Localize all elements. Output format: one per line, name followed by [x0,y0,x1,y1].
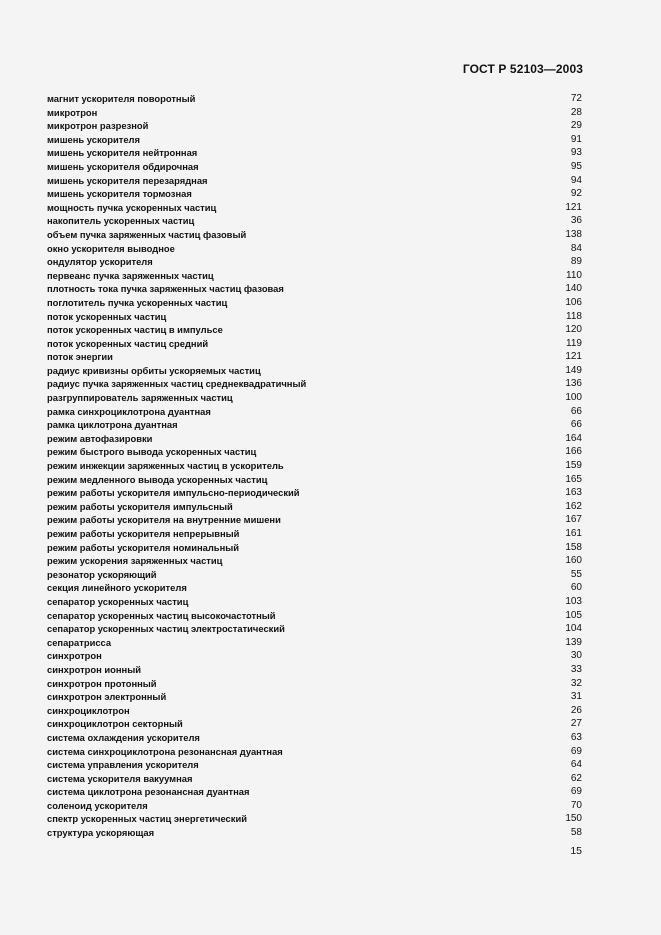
index-page-ref: 159 [565,460,582,472]
index-page-ref: 69 [570,745,582,757]
index-term: поток ускоренных частиц [47,310,167,322]
index-term: система циклотрона резонансная дуантная [47,786,250,798]
index-term: мишень ускорителя нейтронная [47,147,198,159]
index-term: режим инжекции заряженных частиц в ускоритель [47,460,284,472]
index-entry [47,133,582,147]
index-entry [47,377,582,391]
index-entry [47,554,582,568]
index-term: синхроциклотрон секторный [47,718,183,730]
index-term: окно ускорителя выводное [47,242,175,254]
index-entry [47,432,582,446]
index-page-ref: 36 [570,215,582,227]
index-entry [47,513,582,527]
index-page-ref: 32 [570,677,582,689]
index-page-ref: 140 [565,283,582,295]
index-page-ref: 66 [570,419,582,431]
index-page-ref: 166 [565,446,582,458]
index-page-ref: 162 [565,500,582,512]
index-page-ref: 161 [565,528,582,539]
index-term: режим медленного вывода ускоренных частиц [47,473,268,485]
index-page-ref: 28 [570,106,582,118]
index-entry [47,622,582,636]
index-entry [47,717,582,731]
index-page-ref: 31 [570,691,582,703]
index-entry [47,92,582,106]
index-entry [47,337,582,351]
index-term: мишень ускорителя перезарядная [47,174,208,186]
index-term: мощность пучка ускоренных частиц [47,201,217,213]
index-page-ref: 100 [565,392,582,404]
index-page-ref: 94 [570,174,582,186]
index-page-ref: 119 [566,337,582,349]
index-term: сепаратор ускоренных частиц электростатический [47,623,285,635]
index-page-ref: 164 [565,432,582,444]
index-entry [47,473,582,487]
index-entry [47,459,582,473]
index-page-ref: 120 [565,324,582,336]
index-term: мишень ускорителя [47,133,140,145]
index-term: режим работы ускорителя импульсно-периодический [47,487,300,499]
index-entry [47,214,582,228]
index-term: структура ускоряющая [47,827,155,839]
index-entry [47,758,582,772]
index-term: режим автофазировки [47,432,153,444]
index-term: рамка циклотрона дуантная [47,419,178,431]
index-entry [47,609,582,623]
index-entry [47,731,582,745]
index-term: сепаратор ускоренных частиц высокочастотный [47,609,276,621]
index-term: резонатор ускоряющий [47,568,157,580]
index-term: микротрон разрезной [47,120,149,132]
index-term: режим быстрого вывода ускоренных частиц [47,446,257,458]
index-page-ref: 163 [565,487,582,499]
index-term: спектр ускоренных частиц энергетический [47,813,247,825]
index-term: поглотитель пучка ускоренных частиц [47,296,228,308]
index-entry [47,364,582,378]
index-term: синхротрон электронный [47,691,167,703]
index-entry [47,350,582,364]
index-entry [47,595,582,609]
index-entry [47,677,582,691]
index-page-ref: 69 [570,786,582,798]
index-term: поток энергии [47,351,113,363]
index-page-ref: 95 [570,160,582,172]
index-entry [47,812,582,826]
index-entry [47,500,582,514]
index-page-ref: 136 [565,378,582,390]
index-term: режим работы ускорителя импульсный [47,500,233,512]
index-page-ref: 89 [570,256,582,268]
index-entry [47,228,582,242]
index-page-ref: 55 [570,568,582,580]
index-term: режим работы ускорителя на внутренние мишени [47,514,281,526]
index-term: синхротрон ионный [47,663,141,675]
index-term: мишень ускорителя тормозная [47,188,192,200]
index-term: соленоид ускорителя [47,799,148,811]
index-entry [47,201,582,215]
index-page-ref: 66 [570,405,582,417]
index-entry [47,323,582,337]
index-page-ref: 121 [565,201,582,213]
index-page-ref: 93 [570,147,582,159]
term-index-list [47,92,582,840]
document-standard-id: ГОСТ Р 52103—2003 [462,62,583,76]
index-entry [47,418,582,432]
index-page-ref: 33 [570,663,582,675]
index-entry [47,106,582,120]
index-entry [47,704,582,718]
index-page-ref: 72 [570,93,582,104]
index-term: поток ускоренных частиц средний [47,337,209,349]
index-page-ref: 29 [570,120,582,132]
index-page-ref: 118 [566,310,582,322]
index-entry [47,486,582,500]
index-page-ref: 110 [566,269,582,281]
index-term: ондулятор ускорителя [47,256,153,268]
index-page-ref: 92 [570,188,582,200]
index-page-ref: 158 [565,541,582,553]
index-entry [47,826,582,840]
index-term: сепаратрисса [47,636,112,648]
index-entry [47,785,582,799]
index-term: режим ускорения заряженных частиц [47,555,223,567]
index-page-ref: 165 [565,473,582,485]
index-entry [47,391,582,405]
index-page-ref: 62 [570,772,582,784]
index-term: режим работы ускорителя номинальный [47,541,239,553]
index-page-ref: 70 [570,799,582,811]
index-entry [47,269,582,283]
index-term: система ускорителя вакуумная [47,772,193,784]
index-entry [47,772,582,786]
index-entry [47,242,582,256]
index-term: микротрон [47,106,98,118]
index-entry [47,527,582,541]
index-page-ref: 30 [570,650,582,662]
index-entry [47,146,582,160]
index-term: секция линейного ускорителя [47,582,187,594]
index-term: сепаратор ускоренных частиц [47,595,189,607]
index-entry [47,160,582,174]
index-page-ref: 64 [570,759,582,771]
index-entry [47,649,582,663]
index-page-ref: 103 [565,595,582,607]
index-entry [47,445,582,459]
index-page-ref: 91 [570,133,582,145]
index-term: система синхроциклотрона резонансная дуантная [47,745,283,757]
index-term: первеанс пучка заряженных частиц [47,269,214,281]
index-page-ref: 167 [565,514,582,526]
index-term: система охлаждения ускорителя [47,731,200,743]
index-page-ref: 106 [565,296,582,308]
index-term: система управления ускорителя [47,759,199,771]
index-entry [47,405,582,419]
index-entry [47,296,582,310]
index-entry [47,119,582,133]
index-entry [47,255,582,269]
index-page-ref: 121 [565,351,582,363]
index-page-ref: 105 [565,609,582,621]
index-entry [47,581,582,595]
index-page-ref: 138 [565,228,582,240]
index-term: синхротрон [47,650,102,662]
index-page-ref: 139 [565,636,582,648]
index-entry [47,174,582,188]
index-page-ref: 104 [565,623,582,635]
index-page-ref: 160 [565,555,582,567]
index-entry [47,282,582,296]
index-entry [47,663,582,677]
index-term: режим работы ускорителя непрерывный [47,528,240,539]
index-entry [47,187,582,201]
index-term: разгруппирователь заряженных частиц [47,392,233,404]
page-number: 15 [570,845,582,857]
index-term: рамка синхроциклотрона дуантная [47,405,211,417]
index-term: плотность тока пучка заряженных частиц фазовая [47,283,284,295]
index-term: синхротрон протонный [47,677,157,689]
index-page-ref: 149 [565,364,582,376]
index-page-ref: 150 [565,813,582,825]
index-page-ref: 27 [570,718,582,730]
index-term: объем пучка заряженных частиц фазовый [47,228,247,240]
index-page-ref: 26 [570,704,582,716]
index-page-ref: 63 [570,731,582,743]
index-term: мишень ускорителя обдирочная [47,160,199,172]
index-entry [47,799,582,813]
index-entry [47,568,582,582]
index-page-ref: 58 [570,827,582,839]
index-term: радиус пучка заряженных частиц среднеквадратичный [47,378,307,390]
index-term: радиус кривизны орбиты ускоряемых частиц [47,364,261,376]
index-entry [47,310,582,324]
index-term: поток ускоренных частиц в импульсе [47,324,223,336]
index-term: накопитель ускоренных частиц [47,215,195,227]
index-page-ref: 60 [570,582,582,594]
index-entry [47,690,582,704]
index-term: синхроциклотрон [47,704,130,716]
index-entry [47,745,582,759]
index-entry [47,636,582,650]
index-term: магнит ускорителя поворотный [47,93,196,104]
index-entry [47,541,582,555]
index-page-ref: 84 [570,242,582,254]
